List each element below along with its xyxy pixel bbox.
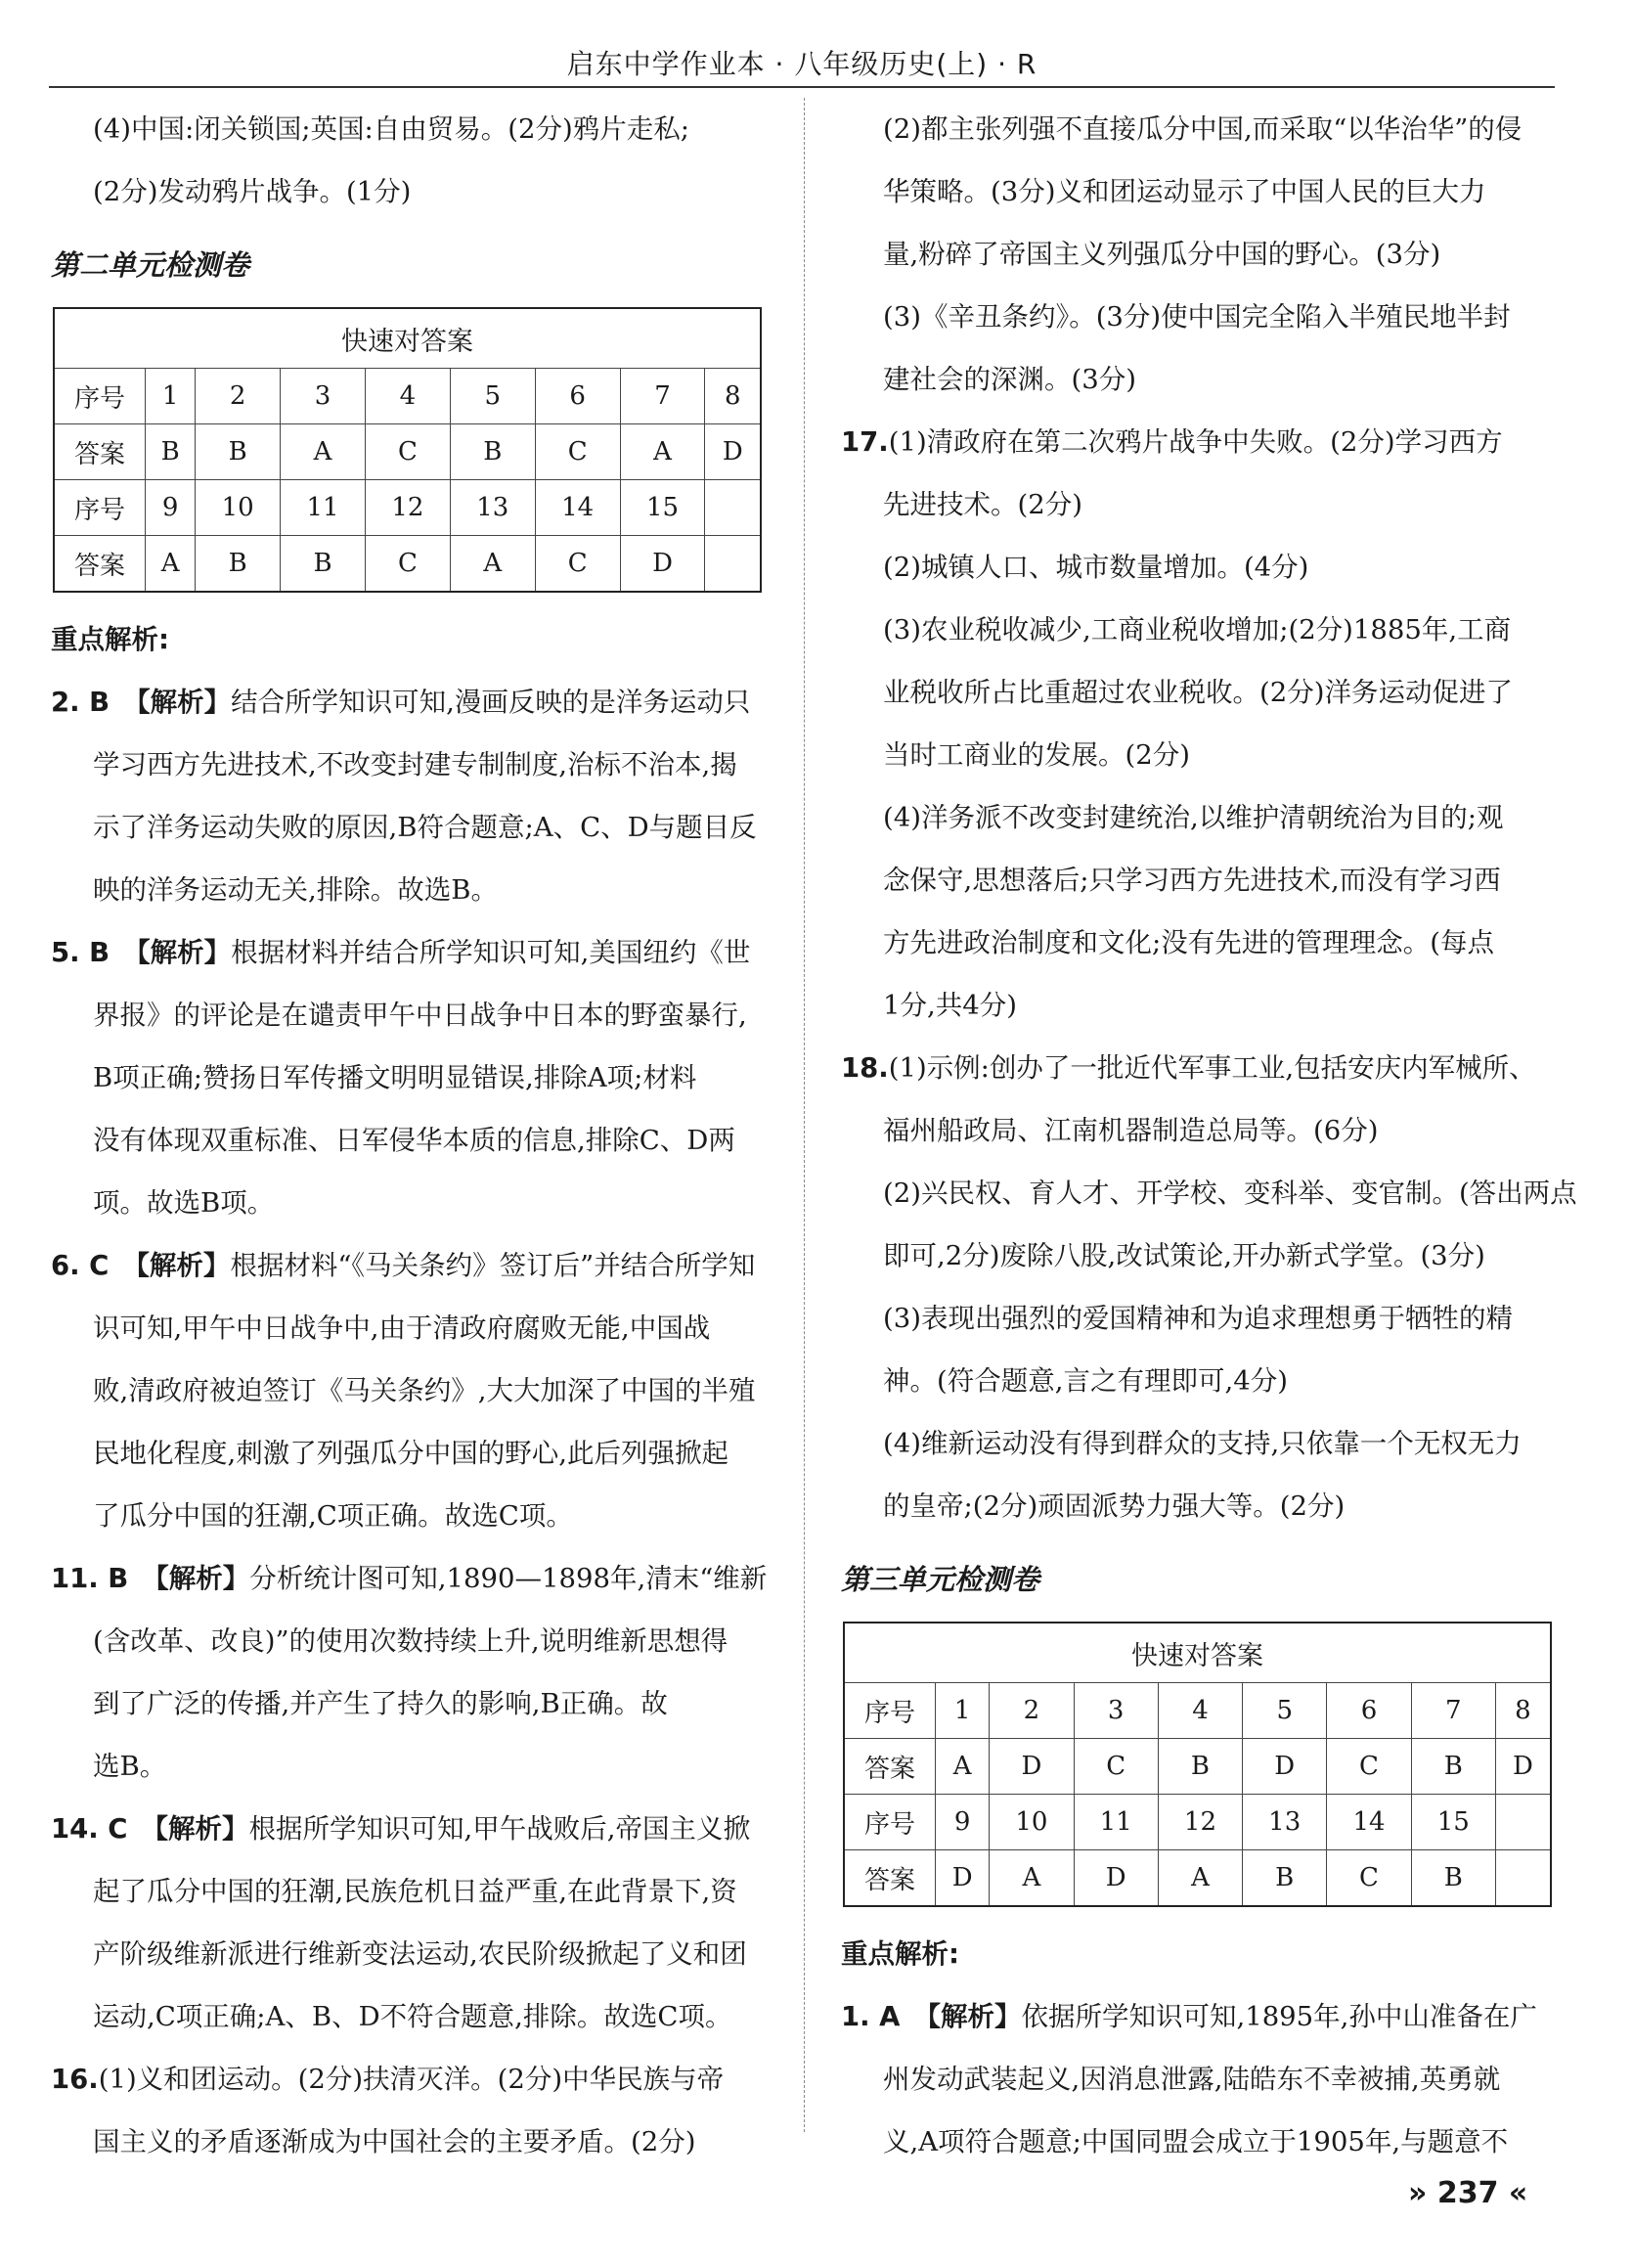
unit3-answer-table [843, 1622, 1552, 1907]
analysis-q1 [841, 1985, 1569, 2173]
answer-q17 [841, 411, 1569, 1037]
question-number: 16. [51, 2064, 99, 2095]
table-cell: D [705, 424, 761, 480]
table-cell: 9 [146, 480, 196, 536]
analysis-tag: 【解析】 [123, 687, 232, 718]
text-line: 界报》的评论是在谴责甲午中日战争中日本的野蛮暴行, [93, 1000, 747, 1031]
table-cell: 15 [620, 480, 705, 536]
page-number: » 237 « [1408, 2176, 1528, 2210]
text-line: 先进技术。(2分) [883, 489, 1082, 520]
table-cell: C [365, 536, 450, 593]
key-analysis-label: 重点解析: [51, 624, 169, 655]
question-number: 11. B [51, 1563, 129, 1594]
unit3-title: 第三单元检测卷 [841, 1563, 1040, 1596]
table-row-label: 答案 [844, 1739, 936, 1795]
table-cell: C [1074, 1739, 1158, 1795]
table-cell: 11 [1074, 1795, 1158, 1850]
analysis-q5 [51, 921, 774, 1234]
question-number: 1. A [841, 2001, 901, 2032]
text-line: 念保守,思想落后;只学习西方先进技术,而没有学习西 [883, 865, 1501, 896]
table-cell: 7 [620, 369, 705, 424]
table-cell: D [1074, 1850, 1158, 1907]
table-row-label: 序号 [54, 480, 146, 536]
answer-q16-continued [841, 98, 1569, 411]
table-cell: C [535, 424, 620, 480]
text-line: 华策略。(3分)义和团运动显示了中国人民的巨大力 [883, 176, 1486, 207]
question-number: 5. B [51, 937, 110, 968]
table-cell: 11 [281, 480, 366, 536]
table-cell: A [281, 424, 366, 480]
table-row [54, 536, 761, 593]
analysis-tag: 【解析】 [142, 1563, 250, 1594]
table-cell: 10 [196, 480, 281, 536]
text-line: 国主义的矛盾逐渐成为中国社会的主要矛盾。(2分) [93, 2126, 696, 2157]
table-row [54, 424, 761, 480]
text-line: 到了广泛的传播,并产生了持久的影响,B正确。故 [93, 1688, 668, 1719]
text-line: 分析统计图可知,1890—1898年,清末“维新 [249, 1563, 768, 1594]
table-cell: 14 [1327, 1795, 1411, 1850]
table-cell [1495, 1850, 1551, 1907]
text-line: (4)维新运动没有得到群众的支持,只依靠一个无权无力 [883, 1428, 1522, 1459]
text-line: 方先进政治制度和文化;没有先进的管理理念。(每点 [883, 927, 1494, 958]
table-row [844, 1739, 1551, 1795]
analysis-tag: 【解析】 [913, 2001, 1022, 2032]
text-line: 依据所学知识可知,1895年,孙中山准备在广 [1021, 2001, 1537, 2032]
unit2-answer-table [53, 307, 762, 593]
table-cell: B [1243, 1850, 1327, 1907]
text-line: 根据所学知识可知,甲午战败后,帝国主义掀 [248, 1813, 750, 1845]
table-cell: B [146, 424, 196, 480]
text-line: (2)都主张列强不直接瓜分中国,而采取“以华治华”的侵 [883, 113, 1523, 145]
answer-q18 [841, 1037, 1577, 1537]
text-line: 业税收所占比重超过农业税收。(2分)洋务运动促进了 [883, 677, 1513, 708]
table-cell: 3 [1074, 1683, 1158, 1739]
text-line: 根据材料“《马关条约》签订后”并结合所学知 [230, 1250, 756, 1281]
left-column [51, 98, 774, 2173]
text-line: (含改革、改良)”的使用次数持续上升,说明维新思想得 [93, 1625, 728, 1657]
table-cell: B [1158, 1739, 1242, 1795]
table-row-label: 答案 [844, 1850, 936, 1907]
text-line: 了瓜分中国的狂潮,C项正确。故选C项。 [93, 1500, 573, 1532]
table-cell: D [936, 1850, 990, 1907]
table-row [844, 1795, 1551, 1850]
analysis-q2 [51, 671, 774, 921]
table-row-label: 答案 [54, 424, 146, 480]
table-cell: 5 [1243, 1683, 1327, 1739]
analysis-tag: 【解析】 [141, 1813, 249, 1845]
text-line: (4)洋务派不改变封建统治,以维护清朝统治为目的;观 [883, 802, 1504, 833]
text-line: 运动,C项正确;A、B、D不符合题意,排除。故选C项。 [93, 2001, 732, 2032]
table-cell: 8 [1495, 1683, 1551, 1739]
table-caption: 快速对答案 [54, 308, 761, 369]
table-cell: 13 [1243, 1795, 1327, 1850]
table-cell: C [1327, 1739, 1411, 1795]
text-line: 学习西方先进技术,不改变封建专制制度,治标不治本,揭 [93, 749, 737, 780]
table-caption: 快速对答案 [844, 1623, 1551, 1683]
text-line: (3)《辛丑条约》。(3分)使中国完全陷入半殖民地半封 [883, 301, 1511, 333]
table-cell [705, 536, 761, 593]
table-cell: D [620, 536, 705, 593]
table-row [54, 480, 761, 536]
text-line: 量,粉碎了帝国主义列强瓜分中国的野心。(3分) [883, 239, 1441, 270]
text-line: 结合所学知识可知,漫画反映的是洋务运动只 [231, 687, 751, 718]
key-analysis-label: 重点解析: [841, 1938, 959, 1970]
header-title: 启东中学作业本 · 八年级历史(上) · R [566, 48, 1037, 80]
text-line: 没有体现双重标准、日军侵华本质的信息,排除C、D两 [93, 1125, 735, 1156]
analysis-q11 [51, 1547, 774, 1798]
table-cell: 3 [281, 369, 366, 424]
analysis-q14 [51, 1798, 774, 2048]
table-cell: 6 [1327, 1683, 1411, 1739]
table-cell: A [936, 1739, 990, 1795]
table-cell: 1 [146, 369, 196, 424]
table-row-label: 序号 [844, 1683, 936, 1739]
column-divider [804, 98, 806, 2132]
text-line: (4)中国:闭关锁国;英国:自由贸易。(2分)鸦片走私; [93, 113, 689, 145]
table-cell: B [450, 424, 535, 480]
table-cell: 15 [1411, 1795, 1495, 1850]
table-cell: 7 [1411, 1683, 1495, 1739]
table-cell: 6 [535, 369, 620, 424]
table-cell: C [365, 424, 450, 480]
table-cell: 5 [450, 369, 535, 424]
text-line: 建社会的深渊。(3分) [883, 364, 1136, 395]
table-row-label: 序号 [844, 1795, 936, 1850]
table-cell: B [196, 424, 281, 480]
question-number: 6. C [51, 1250, 110, 1281]
page-header [49, 37, 1555, 88]
text-line: 神。(符合题意,言之有理即可,4分) [883, 1365, 1288, 1397]
table-cell: C [1327, 1850, 1411, 1907]
analysis-q6 [51, 1234, 774, 1547]
table-row [844, 1683, 1551, 1739]
text-line: 示了洋务运动失败的原因,B符合题意;A、C、D与题目反 [93, 812, 757, 843]
text-line: 福州船政局、江南机器制造总局等。(6分) [883, 1115, 1379, 1146]
table-cell: A [450, 536, 535, 593]
text-line: 产阶级维新派进行维新变法运动,农民阶级掀起了义和团 [93, 1938, 747, 1970]
table-cell: 10 [990, 1795, 1074, 1850]
table-cell: A [146, 536, 196, 593]
table-cell: D [1243, 1739, 1327, 1795]
text-line: 义,A项符合题意;中国同盟会成立于1905年,与题意不 [883, 2126, 1509, 2157]
question-number: 18. [841, 1052, 889, 1084]
table-cell: A [620, 424, 705, 480]
text-line: (2分)发动鸦片战争。(1分) [93, 176, 412, 207]
text-line: 的皇帝;(2分)顽固派势力强大等。(2分) [883, 1490, 1346, 1522]
question-number: 14. C [51, 1813, 128, 1845]
text-line: 起了瓜分中国的狂潮,民族危机日益严重,在此背景下,资 [93, 1876, 737, 1907]
table-cell: B [1411, 1850, 1495, 1907]
text-line: (2)兴民权、育人才、开学校、变科举、变官制。(答出两点 [883, 1178, 1577, 1209]
question-number: 2. B [51, 687, 110, 718]
text-line: (3)表现出强烈的爱国精神和为追求理想勇于牺牲的精 [883, 1303, 1513, 1334]
text-line: B项正确;赞扬日军传播文明明显错误,排除A项;材料 [93, 1062, 697, 1093]
table-row-label: 答案 [54, 536, 146, 593]
text-line: 败,清政府被迫签订《马关条约》,大大加深了中国的半殖 [93, 1375, 756, 1406]
right-column [841, 98, 1577, 2173]
table-cell: 12 [365, 480, 450, 536]
table-cell: B [196, 536, 281, 593]
text-line: 选B。 [93, 1751, 167, 1782]
table-cell: D [990, 1739, 1074, 1795]
text-line: 即可,2分)废除八股,改试策论,开办新式学堂。(3分) [883, 1240, 1485, 1271]
text-line: (3)农业税收减少,工商业税收增加;(2分)1885年,工商 [883, 614, 1512, 645]
text-line: 州发动武装起义,因消息泄露,陆皓东不幸被捕,英勇就 [883, 2064, 1501, 2095]
table-cell [705, 480, 761, 536]
table-cell: 2 [990, 1683, 1074, 1739]
text-line: 民地化程度,刺激了列强瓜分中国的野心,此后列强掀起 [93, 1438, 728, 1469]
analysis-tag: 【解析】 [123, 937, 232, 968]
table-cell: 2 [196, 369, 281, 424]
text-line: (1)义和团运动。(2分)扶清灭洋。(2分)中华民族与帝 [98, 2064, 725, 2095]
table-cell: A [990, 1850, 1074, 1907]
text-line: 根据材料并结合所学知识可知,美国纽约《世 [231, 937, 751, 968]
text-line: 映的洋务运动无关,排除。故选B。 [93, 874, 498, 906]
table-cell: 14 [535, 480, 620, 536]
unit2-title: 第二单元检测卷 [51, 248, 250, 282]
text-line: 项。故选B项。 [93, 1187, 275, 1219]
table-cell: 4 [1158, 1683, 1242, 1739]
answer-q16 [51, 2048, 774, 2173]
table-cell: C [535, 536, 620, 593]
text-line: (1)清政府在第二次鸦片战争中失败。(2分)学习西方 [888, 426, 1503, 458]
table-row-label: 序号 [54, 369, 146, 424]
table-cell: 9 [936, 1795, 990, 1850]
table-cell: B [281, 536, 366, 593]
text-line: 识可知,甲午中日战争中,由于清政府腐败无能,中国战 [93, 1312, 711, 1344]
table-row [54, 369, 761, 424]
table-cell [1495, 1795, 1551, 1850]
table-cell: B [1411, 1739, 1495, 1795]
table-row [844, 1850, 1551, 1907]
analysis-tag: 【解析】 [122, 1250, 231, 1281]
text-line: 1分,共4分) [883, 990, 1017, 1021]
question-number: 17. [841, 426, 889, 458]
table-cell: 12 [1158, 1795, 1242, 1850]
table-cell: 8 [705, 369, 761, 424]
table-cell: D [1495, 1739, 1551, 1795]
text-line: (2)城镇人口、城市数量增加。(4分) [883, 552, 1309, 583]
table-cell: 1 [936, 1683, 990, 1739]
table-cell: 4 [365, 369, 450, 424]
table-cell: A [1158, 1850, 1242, 1907]
table-cell: 13 [450, 480, 535, 536]
text-line: 当时工商业的发展。(2分) [883, 739, 1190, 771]
text-line: (1)示例:创办了一批近代军事工业,包括安庆内军械所、 [888, 1052, 1536, 1084]
